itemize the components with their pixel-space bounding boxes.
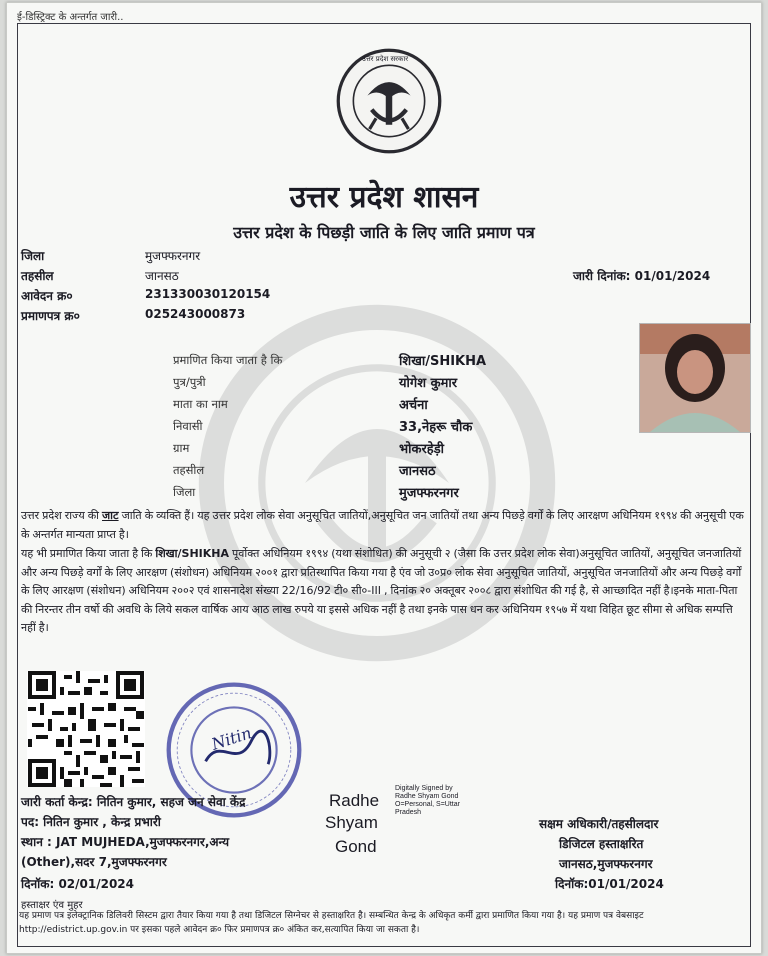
para1-text-a: उत्तर प्रदेश राज्य की (21, 509, 103, 522)
seal-label: हस्ताक्षर एंव मुहर (21, 900, 83, 911)
para1-text-b: जाति के व्यक्ति हैं। यह उत्तर प्रदेश लोक सेवा अनुसूचित जातियों,अनुसूचित जन जातियों तथा अन्य पिछड़े वर्गों के लिए आरक्षण अधिनियम १९९४ की अनुसूची एक के अन्तर्गत मान्यता प्राप्त है। (21, 509, 744, 541)
authority-place: जानसठ,मुजफ्फरनगर (559, 857, 653, 871)
certificate-no-value: 025243000873 (145, 307, 246, 321)
digital-sign-line2: Radhe Shyam Gond (395, 793, 459, 800)
para2-text-a: यह भी प्रमाणित किया जाता है कि (21, 547, 156, 560)
tehsil-value: जानसठ (145, 269, 179, 283)
issuer-date: दिनॉक: 02/01/2024 (21, 877, 135, 891)
issuer-post: पद: नितिन कुमार , केन्द्र प्रभारी (21, 815, 161, 829)
qr-code-icon (27, 671, 145, 787)
mother-label: माता का नाम (173, 397, 228, 411)
person-tehsil-value: जानसठ (399, 464, 436, 479)
resident-label: निवासी (173, 419, 203, 433)
tehsil-label: तहसील (21, 269, 54, 283)
issue-date: जारी दिनांक: 01/01/2024 (573, 269, 711, 283)
authority-digital-signed: डिजिटल हस्ताक्षरित (559, 837, 644, 851)
certificate-no-label: प्रमाणपत्र क्र० (21, 309, 80, 323)
resident-value: 33,नेहरू चौक (399, 420, 473, 435)
village-value: भोकरहेड़ी (399, 442, 445, 457)
certify-label: प्रमाणित किया जाता है कि (173, 353, 283, 367)
page-subtitle: उत्तर प्रदेश के पिछड़ी जाति के लिए जाति प्रमाण पत्र (233, 223, 535, 242)
person-district-value: मुजफ्फरनगर (399, 486, 459, 501)
parent-label: पुत्र/पुत्री (173, 375, 206, 389)
issuer-place-line1: स्थान : JAT MUJHEDA,मुजफ्फरनगर,अन्य (21, 835, 230, 849)
signer-name-line2: Shyam (325, 813, 378, 832)
application-no-value: 231330030120154 (145, 287, 271, 301)
certificate-sheet (6, 2, 762, 954)
father-name: योगेश कुमार (399, 376, 458, 391)
applicant-photo (639, 323, 751, 433)
caste-paragraph (21, 507, 745, 544)
caste-name: जाट (102, 509, 119, 522)
certification-paragraph (21, 545, 745, 638)
issuing-center: जारी कर्ता केन्द्र: नितिन कुमार, सहज जन सेवा केंद्र (21, 795, 246, 809)
mother-name: अर्चना (399, 398, 428, 413)
header-note: ई-डिस्ट्रिक्ट के अन्तर्गत जारी.. (17, 12, 124, 23)
stamp-signature: Nitin (209, 723, 254, 754)
page-title: उत्तर प्रदेश शासन (289, 180, 479, 215)
authority-date: दिनॉक:01/01/2024 (555, 877, 664, 891)
district-label: जिला (21, 249, 45, 263)
application-no-label: आवेदन क्र० (21, 289, 73, 303)
para2-text-b: पूर्वोक्त अधिनियम १९९४ (यथा संशोधित) की अनुसूची २ (जैसा कि उत्तर प्रदेश लोक सेवा)अनुसूचित जातियों, अनुसूचित जनजातियों और अन्य पिछड़े वर्गों के लिए आरक्षण (संशोधन) अधिनियम २००१ द्वारा प्रतिस्थापित किया गया है एंव जो उ०प्र० लोक सेवा अनुसूचित जातियों, अनुसूचित जनजातियों और अन्य पिछड़े वर्गों के लिए आरक्षण (संशोधन) अधिनियम २००२ एवं शासनादेश संख्या 22/16/92 टी० सी०-III , दिनांक २० अक्तूबर २००८ द्वारा संशोधित की गई है, से आच्छादित नहीं है।इनके माता-पिता की निरन्तर तीन वर्षो की अवधि के लिये सकल वार्षिक आय आठ लाख रुपये या इससे अधिक नहीं है तथा इनके पास धन कर अधिनियम १९५७ में यथा विहित छूट सीमा से अधिक सम्पत्ति नहीं है। (21, 547, 742, 634)
issuer-place-line2: (Other),सदर 7,मुजफ्फरनगर (21, 855, 167, 869)
authority-title: सक्षम अधिकारी/तहसीलदार (539, 817, 659, 831)
para2-name: शिखा/SHIKHA (155, 547, 230, 560)
digital-sign-line1: Digitally Signed by (395, 785, 453, 792)
applicant-name: शिखा/SHIKHA (399, 354, 487, 369)
emblem-text: उत्तर प्रदेश सरकार (362, 55, 409, 63)
signer-name-line3: Gond (335, 837, 377, 856)
digital-sign-line3: O=Personal, S=Uttar (395, 801, 460, 808)
signer-name-line1: Radhe (329, 791, 380, 810)
person-district-label: जिला (173, 485, 196, 499)
village-label: ग्राम (173, 441, 190, 455)
person-tehsil-label: तहसील (173, 463, 205, 477)
verification-note: यह प्रमाण पत्र इलेक्ट्रानिक डिलिवरी सिस्टम द्वारा तैयार किया गया है तथा डिजिटल सिग्नेचर से हस्ताक्षरित है। सम्बन्धित केन्द्र के अधिकृत कर्मी द्वारा प्रमाणित किया गया है। यह प्रमाण पत्र वेबसाइट http://edistrict.up.gov.in पर इसका पहले आवेदन क्र० फिर प्रमाणपत्र क्र० अंकित कर,सत्यापित किया जा सकता है। (19, 911, 644, 935)
district-value: मुजफ्फरनगर (145, 249, 201, 263)
digital-sign-line4: Pradesh (395, 809, 422, 816)
